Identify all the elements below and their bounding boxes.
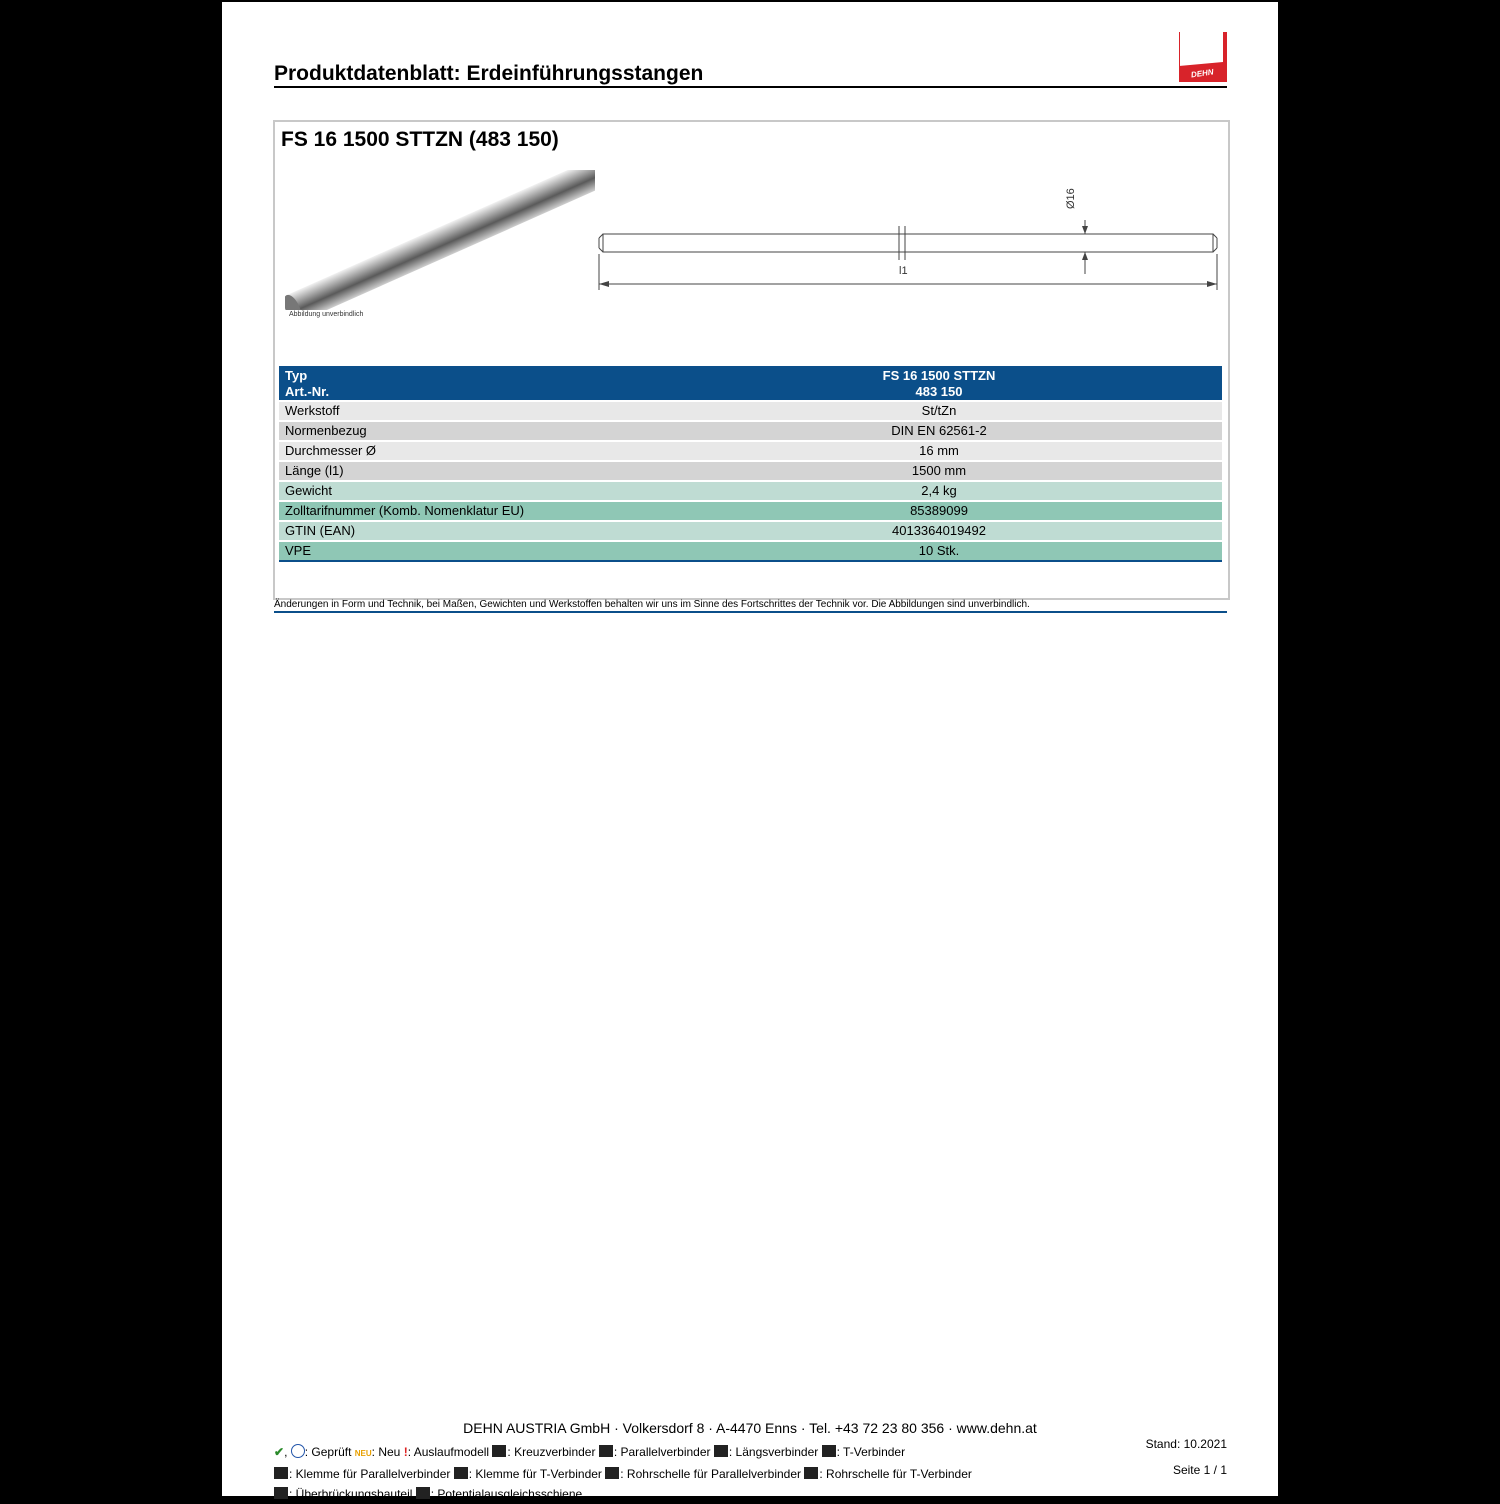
klemme-parallel-icon [274,1467,288,1479]
page-title: Produktdatenblatt: Erdeinführungsstangen [274,62,704,85]
row-label: Durchmesser Ø [285,443,377,458]
legend-auslauf: : Auslaufmodell [407,1445,490,1459]
row-value: 16 mm [919,443,959,458]
legend-potential: : Potentialausgleichsschiene [430,1487,583,1501]
diameter-label: Ø16 [1065,188,1077,209]
parallelverbinder-icon [599,1445,613,1457]
legend-rohr-t: : Rohrschelle für T-Verbinder [819,1467,972,1481]
typ-value: FS 16 1500 STTZN [882,368,996,383]
t-verbinder-icon [822,1445,836,1457]
klemme-t-icon [454,1467,468,1479]
dehn-logo [1177,32,1227,82]
legend-t: : T-Verbinder [836,1445,906,1459]
ueberbrueckung-icon [274,1487,288,1499]
stand-date: Stand: 10.2021 [1145,1437,1227,1451]
row-value: 10 Stk. [918,543,960,558]
row-label: Gewicht [285,483,332,498]
product-box [273,120,1230,600]
table-row [279,422,1222,440]
row-label: Länge (l1) [285,463,344,478]
row-value: 2,4 kg [921,483,957,498]
typ-label: Typ [285,368,308,383]
row-label: Normenbezug [285,423,367,438]
row-value: DIN EN 62561-2 [891,423,987,438]
footer-legend: ✔, : Geprüft NEU: Neu !: Auslaufmodell : Kreuzverbinder : Parallelverbinder : Längsverbinder : T-Verbinder : Klemme für Parallelverbinder : Klemme für T-Verbinder : Rohrschelle für Parallelverbinder : Rohrschelle für T-Verbinder : Überbrückungsbauteil : Potentialausgleichsschiene [274,1445,972,1501]
legend-neu: : Neu [371,1445,401,1459]
row-value: 1500 mm [911,463,967,478]
table-row [279,542,1222,560]
spec-table [279,366,1222,562]
legend-gepruft: : Geprüft [304,1445,352,1459]
row-label: GTIN (EAN) [285,523,356,538]
row-value: 4013364019492 [892,523,986,538]
product-image-area [279,164,1224,362]
page-number: Seite 1 / 1 [1172,1463,1227,1477]
header-rule [274,86,1227,88]
legend-kreuz: : Kreuzverbinder [507,1445,596,1459]
artnr-label: Art.-Nr. [285,384,330,399]
table-row [279,522,1222,540]
rohrschelle-t-icon [804,1467,818,1479]
image-caption: Abbildung unverbindlich [289,311,364,318]
legend-rohr-par: : Rohrschelle für Parallelverbinder [620,1467,802,1481]
legend-parallel: : Parallelverbinder [613,1445,711,1459]
row-label: Zolltarifnummer (Komb. Nomenklatur EU) [285,503,525,518]
row-value: St/tZn [921,403,957,418]
row-label: VPE [285,543,312,558]
tested-seal-icon [291,1444,305,1458]
legend-laengs: : Längsverbinder [728,1445,819,1459]
auslauf-icon: ! [403,1445,408,1459]
kreuzverbinder-icon [492,1445,506,1457]
legend-klemme-par: : Klemme für Parallelverbinder [289,1467,451,1481]
spec-table-header [279,366,1222,400]
neu-icon: NEU [354,1449,372,1458]
disclaimer-text: Änderungen in Form und Technik, bei Maßen, Gewichten und Werkstoffen behalten wir uns im Sinne des Fortschrittes der Technik vor. Die Abbildungen sind unverbindlich. [274,599,1030,610]
laengsverbinder-icon [714,1445,728,1457]
footer-company: DEHN AUSTRIA GmbH · Volkersdorf 8 · A-4470 Enns · Tel. +43 72 23 80 356 · www.dehn.at [463,1420,1037,1436]
artnr-value: 483 150 [915,384,963,399]
rohrschelle-parallel-icon [605,1467,619,1479]
disclaimer-rule [274,611,1227,613]
table-row [279,442,1222,460]
legend-ueber: : Überbrückungsbauteil [289,1487,413,1501]
table-row [279,402,1222,420]
rod-photo [285,170,595,310]
check-icon: ✔ [274,1445,285,1459]
row-label: Werkstoff [285,403,340,418]
datasheet-page [222,2,1278,1501]
row-value: 85389099 [910,503,968,518]
svg-text:DEHN: DEHN [1190,67,1215,80]
length-label: l1 [899,265,908,277]
table-row [279,462,1222,480]
legend-klemme-t: : Klemme für T-Verbinder [468,1467,602,1481]
table-row [279,502,1222,520]
product-title: FS 16 1500 STTZN (483 150) [281,128,559,151]
table-row [279,482,1222,500]
table-bottom-rule [279,560,1222,562]
potentialausgleich-icon [416,1487,430,1499]
rod-technical-drawing [589,184,1219,314]
